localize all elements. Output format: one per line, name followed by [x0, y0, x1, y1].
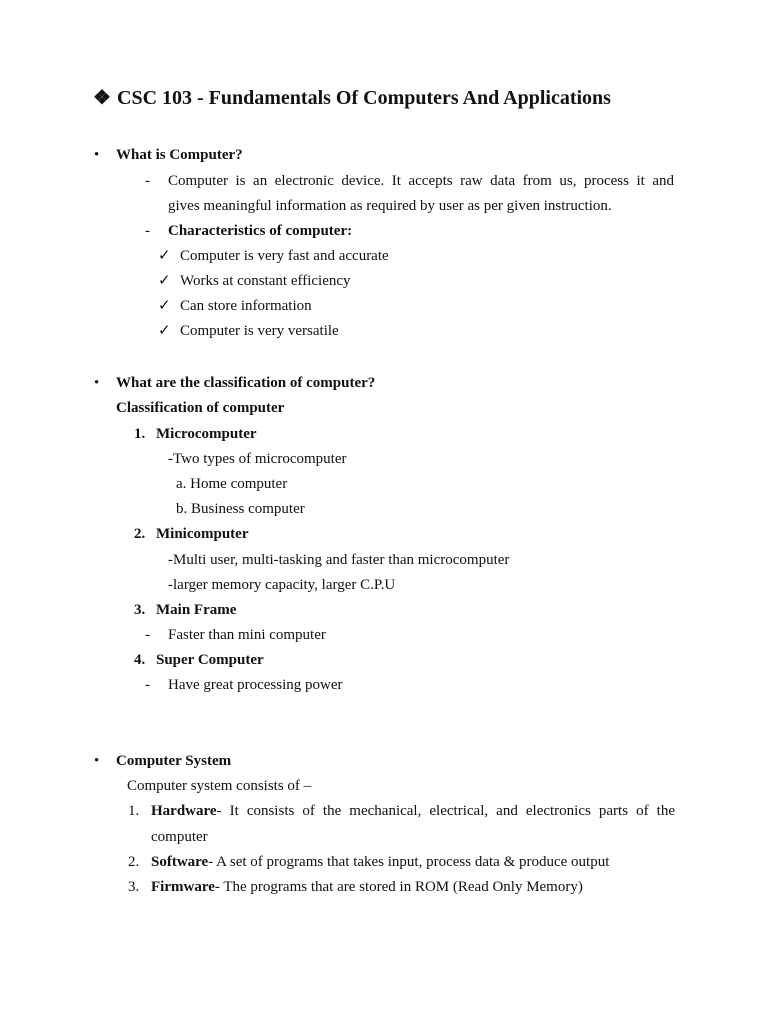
characteristic-item: Computer is very fast and accurate [180, 248, 389, 264]
software-line [151, 855, 609, 870]
checkmark-icon: ✓ [158, 273, 171, 289]
term-software: Software [151, 854, 209, 870]
list-number: 1. [134, 426, 146, 442]
class-name-microcomputer: Microcomputer [156, 426, 257, 442]
list-number: 2. [128, 854, 140, 870]
class-detail: Faster than mini computer [168, 627, 326, 643]
list-number: 1. [128, 803, 140, 819]
characteristic-item: Can store information [180, 298, 312, 314]
term-hardware: Hardware [151, 803, 217, 819]
firmware-line [151, 880, 583, 895]
class-detail: -larger memory capacity, larger C.P.U [168, 577, 396, 593]
class-detail: -Multi user, multi-tasking and faster than microcomputer [168, 552, 510, 568]
list-number: 4. [134, 652, 146, 668]
class-name-minicomputer: Minicomputer [156, 526, 249, 542]
checkmark-icon: ✓ [158, 248, 171, 264]
bullet-icon: • [94, 753, 100, 769]
class-detail: -Two types of microcomputer [168, 451, 347, 467]
dash-bullet: - [145, 173, 150, 189]
checkmark-icon: ✓ [158, 298, 171, 314]
list-number: 2. [134, 526, 146, 542]
class-name-super-computer: Super Computer [156, 652, 264, 668]
hardware-line-1 [151, 804, 675, 819]
hardware-description: - It consists of the mechanical, electrical, and electronics parts of the [216, 803, 675, 819]
definition-line-1: Computer is an electronic device. It accepts raw data from us, process it and [168, 173, 674, 189]
definition-line-2: gives meaningful information as required by user as per given instruction. [168, 198, 612, 214]
list-number: 3. [128, 879, 140, 895]
class-detail: Have great processing power [168, 677, 343, 693]
page-title: CSC 103 - Fundamentals Of Computers And Applications [117, 87, 611, 109]
hardware-line-2: computer [151, 829, 208, 845]
class-detail: b. Business computer [176, 501, 305, 517]
checkmark-icon: ✓ [158, 323, 171, 339]
bullet-icon: • [94, 375, 100, 391]
section-heading-computer-system: Computer System [116, 753, 232, 769]
firmware-description: - The programs that are stored in ROM (Read Only Memory) [214, 879, 583, 895]
dash-bullet: - [145, 627, 150, 643]
characteristic-item: Works at constant efficiency [180, 273, 351, 289]
class-detail: a. Home computer [176, 476, 288, 492]
list-number: 3. [134, 602, 146, 618]
bullet-icon: • [94, 147, 100, 163]
class-name-main-frame: Main Frame [156, 602, 237, 618]
diamond-bullet-icon: ❖ [93, 87, 111, 109]
dash-bullet: - [145, 223, 150, 239]
dash-bullet: - [145, 677, 150, 693]
computer-system-intro: Computer system consists of – [127, 778, 312, 794]
characteristic-item: Computer is very versatile [180, 323, 339, 339]
software-description: - A set of programs that takes input, process data & produce output [208, 854, 610, 870]
characteristics-heading: Characteristics of computer: [168, 223, 353, 239]
classification-subheading: Classification of computer [116, 400, 285, 416]
section-heading-what-is-computer: What is Computer? [116, 147, 243, 163]
term-firmware: Firmware [151, 879, 215, 895]
section-heading-classification: What are the classification of computer? [116, 375, 376, 391]
